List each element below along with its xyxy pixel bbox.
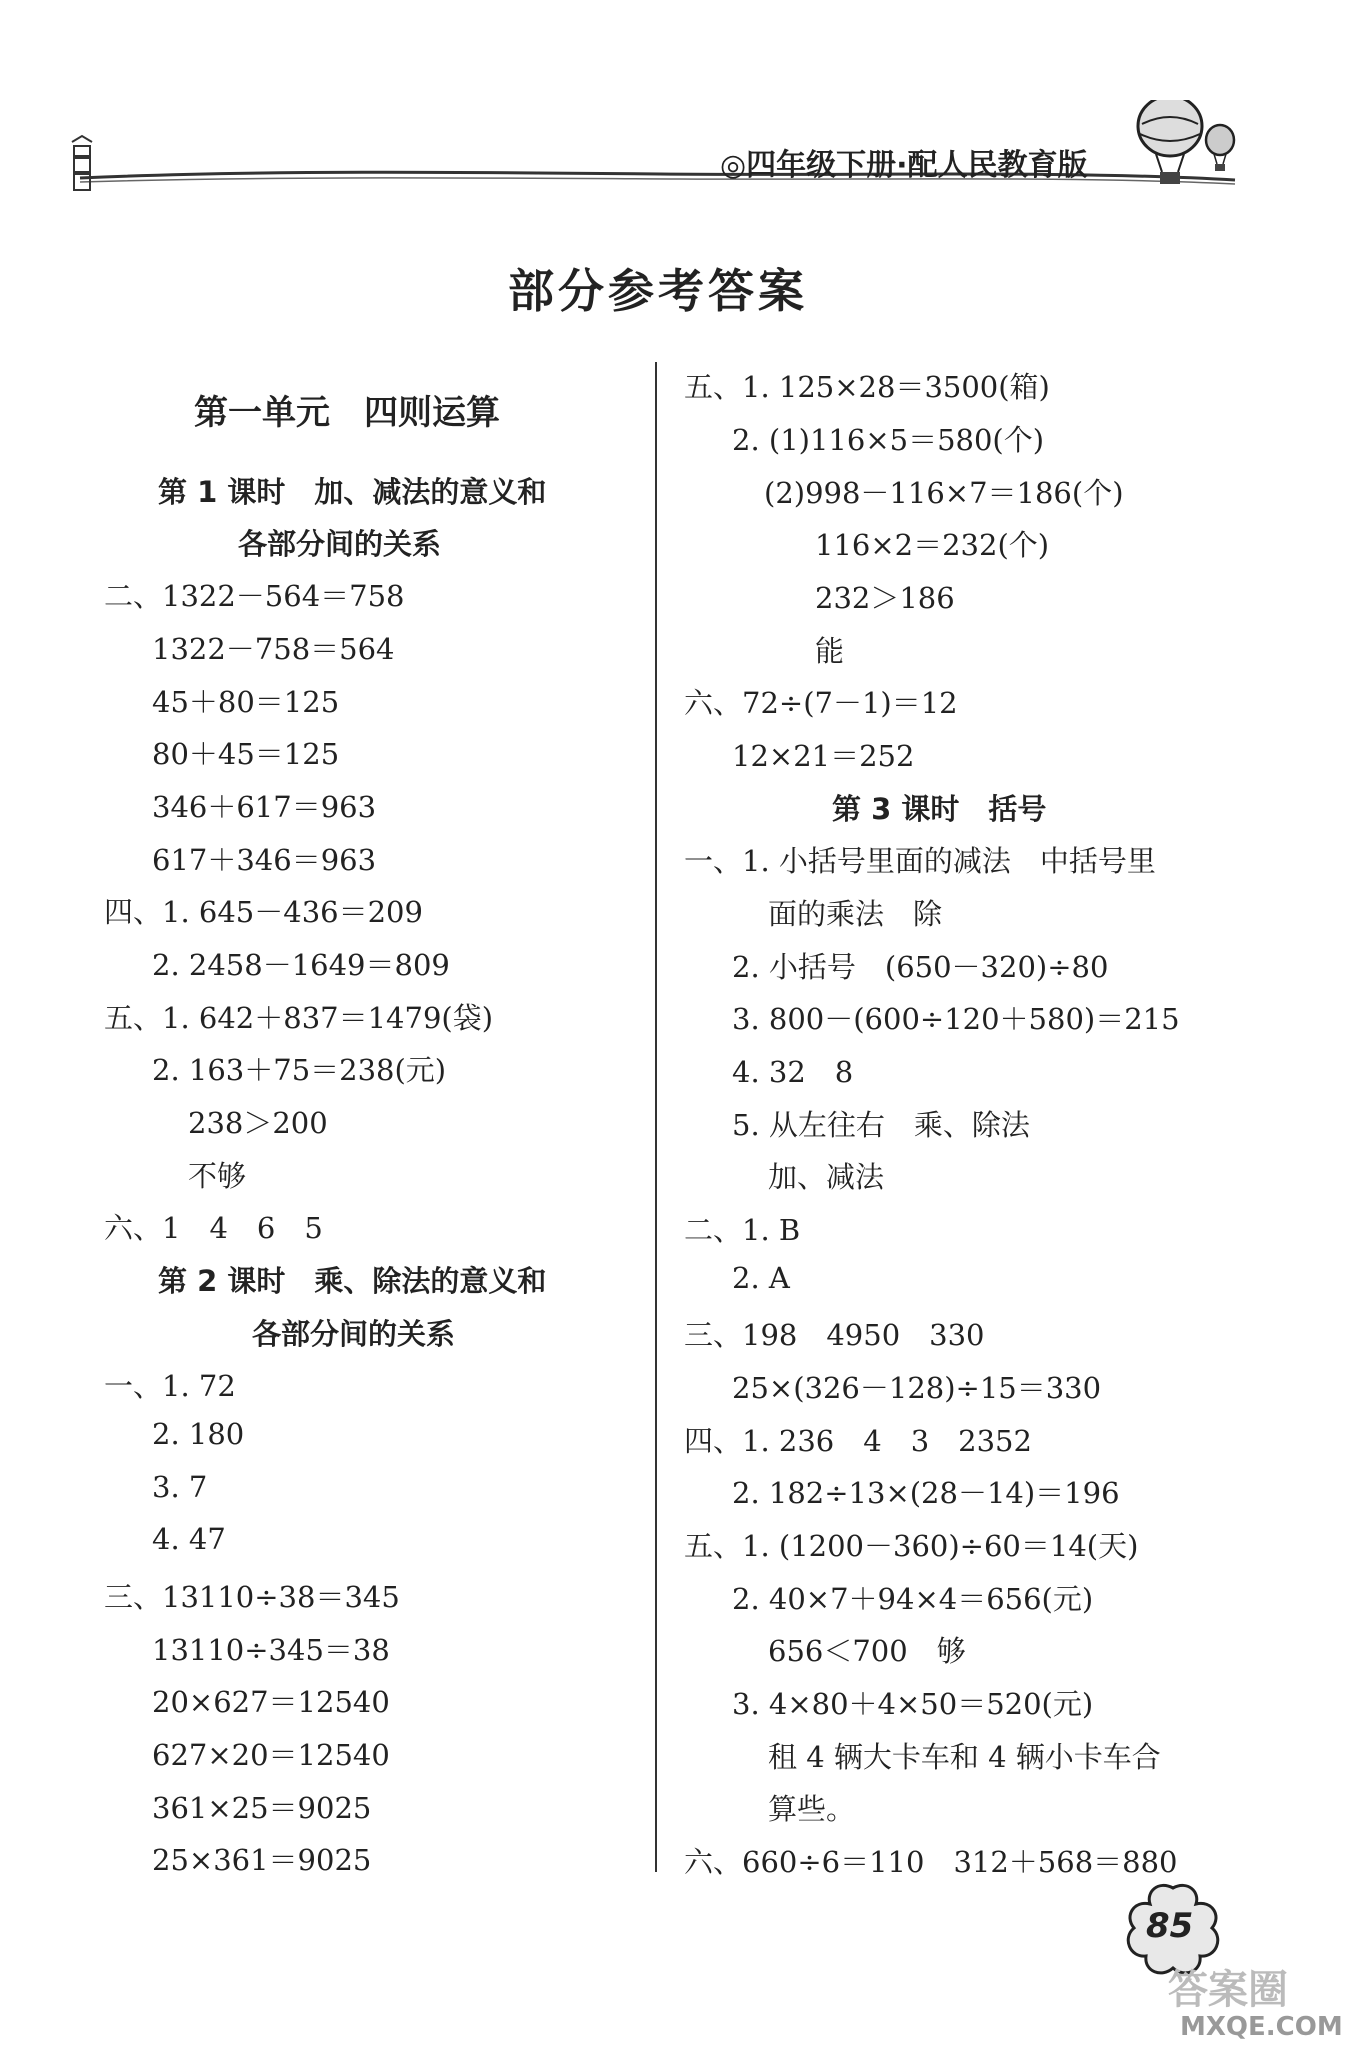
column-divider <box>655 362 657 1872</box>
answer-line: 一、1. 72 <box>104 1369 236 1403</box>
series-header: ◎四年级下册·配人民教育版 <box>720 148 1088 183</box>
answer-line: 2. 182÷13×(28－14)＝196 <box>732 1476 1120 1510</box>
answer-line: 面的乘法 除 <box>768 897 943 931</box>
answer-line: 2. 40×7＋94×4＝656(元) <box>732 1582 1094 1616</box>
answer-line: 5. 从左往右 乘、除法 <box>732 1108 1030 1142</box>
answer-line: 算些。 <box>768 1792 856 1826</box>
answer-line: 627×20＝12540 <box>152 1738 390 1772</box>
answer-line: 二、1. B <box>684 1213 801 1247</box>
answer-line: 238＞200 <box>188 1106 328 1140</box>
answer-line: 20×627＝12540 <box>152 1685 390 1719</box>
answer-line: 六、1 4 6 5 <box>104 1211 323 1245</box>
answer-line: 116×2＝232(个) <box>815 528 1050 562</box>
answer-line: 3. 4×80＋4×50＝520(元) <box>732 1687 1094 1721</box>
answer-line: 232＞186 <box>815 581 955 615</box>
answer-line: 45＋80＝125 <box>152 685 340 719</box>
answer-line: 四、1. 645－436＝209 <box>104 895 423 929</box>
hot-air-balloon-icon <box>1138 100 1234 184</box>
unit-heading: 第一单元 四则运算 <box>194 393 500 433</box>
answer-line: 2. (1)116×5＝580(个) <box>732 423 1045 457</box>
answer-line: 六、72÷(7－1)＝12 <box>684 686 958 720</box>
lesson-1-heading-line1: 第 1 课时 加、减法的意义和 <box>158 475 547 509</box>
answer-line: (2)998－116×7＝186(个) <box>764 476 1124 510</box>
lesson-3-heading: 第 3 课时 括号 <box>832 792 1047 826</box>
answer-line: 能 <box>815 634 845 668</box>
answer-line: 2. 小括号 (650－320)÷80 <box>732 950 1109 984</box>
answer-line: 租 4 辆大卡车和 4 辆小卡车合 <box>768 1740 1161 1774</box>
answer-line: 五、1. 125×28＝3500(箱) <box>684 370 1050 404</box>
answer-line: 617＋346＝963 <box>152 843 377 877</box>
page-number: 85 <box>1146 1906 1194 1946</box>
answer-line: 12×21＝252 <box>732 739 915 773</box>
answer-line: 2. 180 <box>152 1417 245 1451</box>
answer-line: 一、1. 小括号里面的减法 中括号里 <box>684 844 1156 878</box>
answer-line: 三、198 4950 330 <box>684 1318 985 1352</box>
lesson-2-heading-line2: 各部分间的关系 <box>252 1317 456 1351</box>
answer-line: 346＋617＝963 <box>152 790 377 824</box>
answer-line: 加、减法 <box>768 1160 885 1194</box>
answer-line: 4. 47 <box>152 1522 226 1556</box>
watermark-url: MXQE.COM <box>1180 2012 1343 2042</box>
answer-line: 4. 32 8 <box>732 1055 854 1089</box>
page-title: 部分参考答案 <box>508 264 808 318</box>
lesson-2-heading-line1: 第 2 课时 乘、除法的意义和 <box>158 1264 547 1298</box>
answer-line: 3. 800－(600÷120＋580)＝215 <box>732 1002 1180 1036</box>
answer-line: 五、1. (1200－360)÷60＝14(天) <box>684 1529 1139 1563</box>
answer-line: 80＋45＝125 <box>152 737 340 771</box>
answer-line: 五、1. 642＋837＝1479(袋) <box>104 1001 494 1035</box>
answer-line: 1322－758＝564 <box>152 632 395 666</box>
answer-line: 2. 2458－1649＝809 <box>152 948 450 982</box>
answer-line: 2. 163＋75＝238(元) <box>152 1053 447 1087</box>
answer-line: 656＜700 够 <box>768 1634 966 1668</box>
answer-line: 25×(326－128)÷15＝330 <box>732 1371 1102 1405</box>
answer-line: 三、13110÷38＝345 <box>104 1580 400 1614</box>
answer-line: 不够 <box>188 1159 247 1193</box>
answer-line: 3. 7 <box>152 1470 208 1504</box>
answer-line: 13110÷345＝38 <box>152 1633 390 1667</box>
answer-line: 四、1. 236 4 3 2352 <box>684 1424 1032 1458</box>
answer-line: 六、660÷6＝110 312＋568＝880 <box>684 1845 1178 1879</box>
lesson-1-heading-line2: 各部分间的关系 <box>238 527 442 561</box>
answer-line: 二、1322－564＝758 <box>104 579 405 613</box>
answer-line: 361×25＝9025 <box>152 1791 372 1825</box>
answer-line: 2. A <box>732 1261 790 1295</box>
watermark-logo: 答案圈 <box>1168 1967 1288 2013</box>
answer-line: 25×361＝9025 <box>152 1843 372 1877</box>
